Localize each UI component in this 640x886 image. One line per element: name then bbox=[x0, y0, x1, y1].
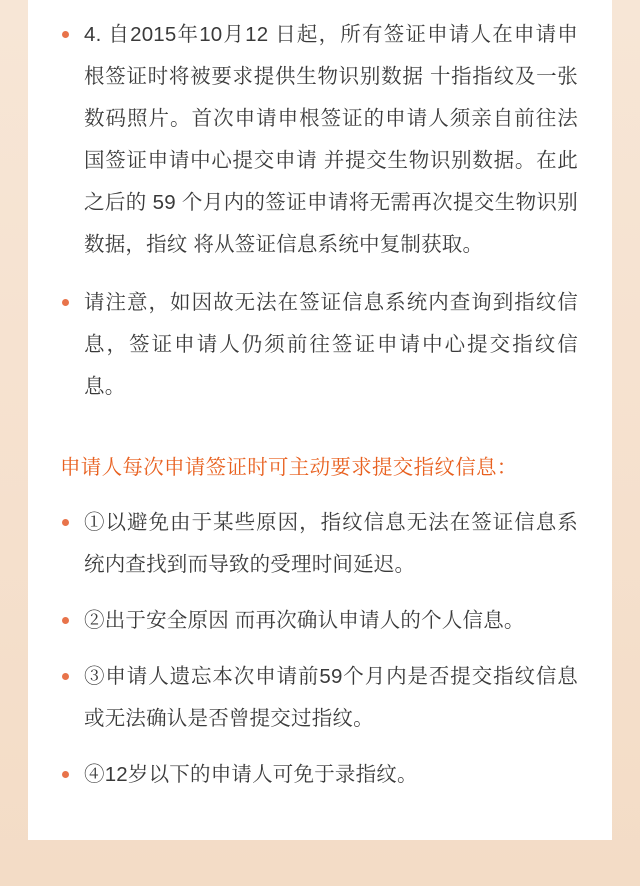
list-item-text: 4. 自2015年10月12 日起，所有签证申请人在申请申根签证时将被要求提供生物识别数据 十指指纹及一张数码照片。首次申请申根签证的申请人须亲自前往法国签证申请中心提交申请 并提交生物识别数据。在此之后的 59 个月内的签证申请将无需再次提交生物识别数据，指纹 将从签证信息系统中复制获取。 bbox=[84, 23, 578, 256]
list-item bbox=[58, 600, 578, 642]
list-item-text: ②出于安全原因 而再次确认申请人的个人信息。 bbox=[84, 609, 525, 632]
section-heading: 申请人每次申请签证时可主动要求提交指纹信息： bbox=[60, 456, 518, 479]
bullet-dot-icon bbox=[62, 519, 69, 526]
bullet-dot-icon bbox=[62, 673, 69, 680]
bullet-dot-icon bbox=[62, 31, 69, 38]
list-item-text: ③申请人遗忘本次申请前59个月内是否提交指纹信息或无法确认是否曾提交过指纹。 bbox=[84, 665, 578, 730]
sub-bullet-list bbox=[58, 502, 578, 796]
list-item-text: ①以避免由于某些原因，指纹信息无法在签证信息系统内查找到而导致的受理时间延迟。 bbox=[84, 511, 578, 576]
bullet-dot-icon bbox=[62, 617, 69, 624]
top-bullet-list bbox=[58, 0, 578, 408]
list-item bbox=[58, 282, 578, 408]
list-item bbox=[58, 0, 578, 266]
list-item bbox=[58, 754, 578, 796]
list-item bbox=[58, 502, 578, 586]
footer-strip bbox=[0, 840, 640, 886]
list-item-text: ④12岁以下的申请人可免于录指纹。 bbox=[84, 763, 418, 786]
content-card bbox=[28, 0, 612, 840]
bullet-dot-icon bbox=[62, 299, 69, 306]
list-item-text: 请注意，如因故无法在签证信息系统内查询到指纹信息，签证申请人仍须前往签证申请中心提交指纹信息。 bbox=[84, 291, 578, 398]
bullet-dot-icon bbox=[62, 771, 69, 778]
list-item bbox=[58, 656, 578, 740]
